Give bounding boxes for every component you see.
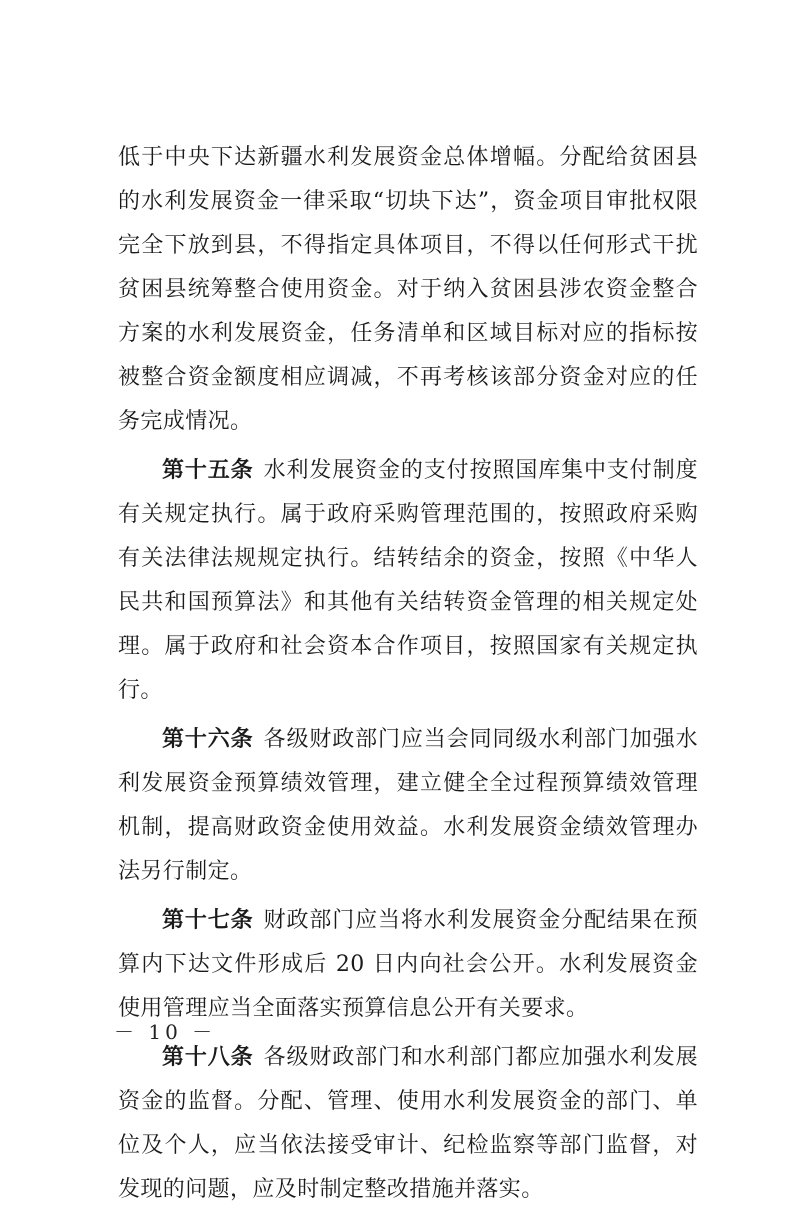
article-16 [118, 717, 698, 894]
continuation-text: 低于中央下达新疆水利发展资金总体增幅。分配给贫困县的水利发展资金一律采取“切块下达”，资金项目审批权限完全下放到县，不得指定具体项目，不得以任何形式干扰贫困县统筹整合使用资金。对于纳入贫困县涉农资金整合方案的水利发展资金，任务清单和区域目标对应的指标按被整合资金额度相应调减，不再考核该部分资金对应的任务完成情况。 [118, 145, 698, 434]
article-15-heading: 第十五条 [162, 457, 254, 483]
article-17 [118, 898, 698, 1031]
article-18-heading: 第十八条 [162, 1044, 254, 1070]
article-17-heading: 第十七条 [162, 907, 254, 933]
article-16-heading: 第十六条 [162, 726, 254, 752]
article-17-text: 财政部门应当将水利发展资金分配结果在预算内下达文件形成后 20 日内向社会公开。水利发展资金使用管理应当全面落实预算信息公开有关要求。 [118, 908, 698, 1021]
article-15-text: 水利发展资金的支付按照国库集中支付制度有关规定执行。属于政府采购管理范围的，按照政府采购有关法律法规规定执行。结转结余的资金，按照《中华人民共和国预算法》和其他有关结转资金管理的相关规定处理。属于政府和社会资本合作项目，按照国家有关规定执行。 [118, 458, 698, 703]
article-18 [118, 1035, 698, 1212]
article-16-text: 各级财政部门应当会同同级水利部门加强水利发展资金预算绩效管理，建立健全全过程预算绩效管理机制，提高财政资金使用效益。水利发展资金绩效管理办法另行制定。 [118, 727, 698, 884]
continuation-paragraph [118, 136, 698, 444]
article-18-text: 各级财政部门和水利部门都应加强水利发展资金的监督。分配、管理、使用水利发展资金的部门、单位及个人，应当依法接受审计、纪检监察等部门监督，对发现的问题，应及时制定整改措施并落实。 [118, 1045, 698, 1202]
page-number: － 10 － [114, 1020, 217, 1044]
article-15 [118, 448, 698, 713]
document-body [118, 136, 698, 1216]
